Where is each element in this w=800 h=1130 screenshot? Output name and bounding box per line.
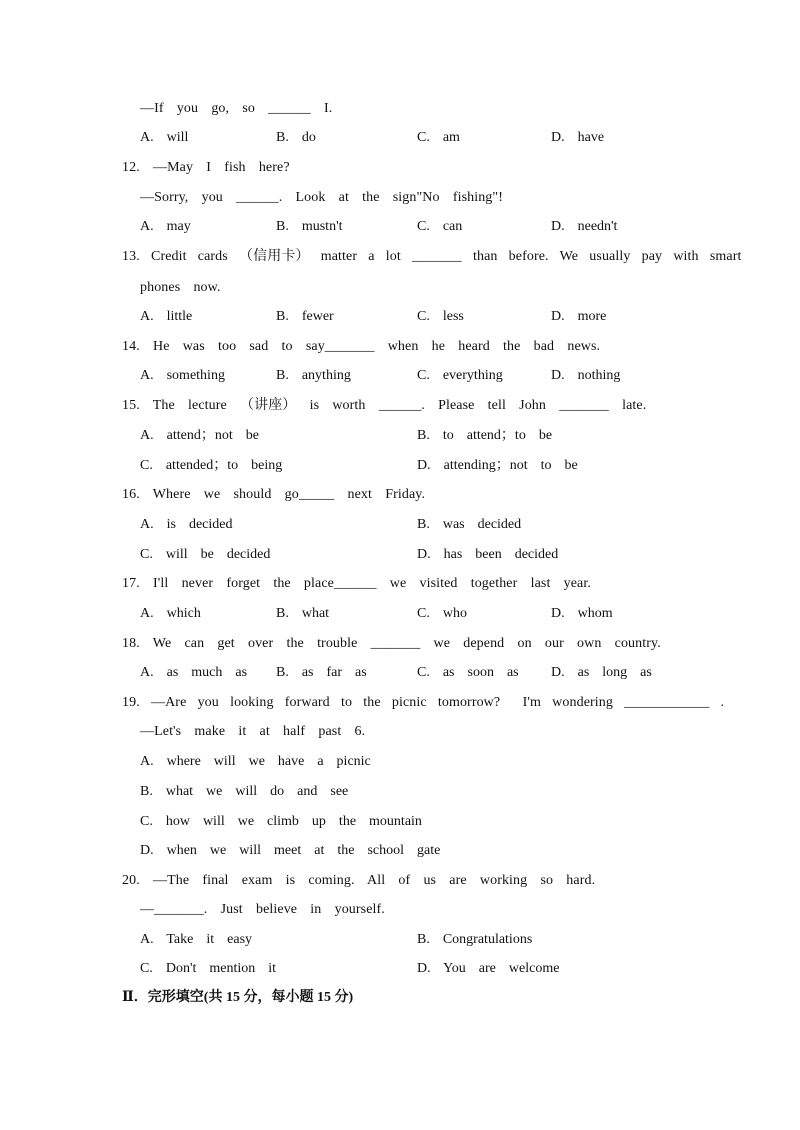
- q20-option-d: D. You are welcome: [417, 961, 560, 976]
- q12-option-c: C. can: [417, 219, 463, 234]
- q18-stem: 18. We can get over the trouble _______ we depend on our own country.: [122, 636, 661, 651]
- q11-option-d: D. have: [551, 130, 605, 145]
- q13-option-d: D. more: [551, 309, 607, 324]
- q16-stem: 16. Where we should go_____ next Friday.: [122, 487, 426, 502]
- q15-option-d: D. attending；not to be: [417, 458, 578, 473]
- q16-option-c: C. will be decided: [140, 547, 271, 562]
- q12-option-d: D. needn't: [551, 219, 618, 234]
- q14-stem: 14. He was too sad to say_______ when he heard the bad news.: [122, 339, 601, 354]
- q13-option-c: C. less: [417, 309, 464, 324]
- q13-continuation: phones now.: [140, 280, 221, 295]
- q17-option-b: B. what: [276, 606, 330, 621]
- q17-option-d: D. whom: [551, 606, 613, 621]
- q15-option-c: C. attended；to being: [140, 458, 283, 473]
- q15-option-b: B. to attend；to be: [417, 428, 553, 443]
- q13-option-b: B. fewer: [276, 309, 334, 324]
- q20-option-a: A. Take it easy: [140, 932, 253, 947]
- q11-option-c: C. am: [417, 130, 460, 145]
- section-heading-cloze: Ⅱ．完形填空(共 15 分，每小题 15 分): [122, 990, 354, 1005]
- q16-option-b: B. was decided: [417, 517, 522, 532]
- q19-option-c: C. how will we climb up the mountain: [140, 814, 422, 829]
- q17-option-c: C. who: [417, 606, 467, 621]
- q18-option-b: B. as far as: [276, 665, 367, 680]
- q12-option-b: B. mustn't: [276, 219, 343, 234]
- q20-option-c: C. Don't mention it: [140, 961, 277, 976]
- q19-reply: —Let's make it at half past 6.: [140, 724, 366, 739]
- q19-option-a: A. where will we have a picnic: [140, 754, 371, 769]
- q20-option-b: B. Congratulations: [417, 932, 533, 947]
- q15-option-a: A. attend；not be: [140, 428, 259, 443]
- q20-reply: —_______. Just believe in yourself.: [140, 902, 385, 917]
- q11-option-b: B. do: [276, 130, 316, 145]
- q17-stem: 17. I'll never forget the place______ we visited together last year.: [122, 576, 591, 591]
- q16-option-a: A. is decided: [140, 517, 233, 532]
- q12-option-a: A. may: [140, 219, 191, 234]
- q11-option-a: A. will: [140, 130, 189, 145]
- q19-option-b: B. what we will do and see: [140, 784, 349, 799]
- q18-option-a: A. as much as: [140, 665, 248, 680]
- q14-option-d: D. nothing: [551, 368, 621, 383]
- q19-stem: 19. —Are you looking forward to the picnic tomorrow? I'm wondering ____________ .: [122, 695, 725, 710]
- q13-stem: 13. Credit cards （信用卡） matter a lot _______ than before. We usually pay with smart: [122, 249, 742, 264]
- q17-option-a: A. which: [140, 606, 201, 621]
- q12-stem: 12. —May I fish here?: [122, 160, 290, 175]
- q16-option-d: D. has been decided: [417, 547, 559, 562]
- q12-reply: —Sorry, you ______. Look at the sign"No fishing"!: [140, 190, 503, 205]
- q13-option-a: A. little: [140, 309, 193, 324]
- q18-option-c: C. as soon as: [417, 665, 519, 680]
- q14-option-b: B. anything: [276, 368, 351, 383]
- q11-reply: —If you go, so ______ I.: [140, 101, 333, 116]
- q14-option-c: C. everything: [417, 368, 503, 383]
- q19-option-d: D. when we will meet at the school gate: [140, 843, 441, 858]
- q20-stem: 20. —The final exam is coming. All of us are working so hard.: [122, 873, 596, 888]
- q18-option-d: D. as long as: [551, 665, 652, 680]
- q15-stem: 15. The lecture （讲座） is worth ______. Please tell John _______ late.: [122, 398, 647, 413]
- q14-option-a: A. something: [140, 368, 225, 383]
